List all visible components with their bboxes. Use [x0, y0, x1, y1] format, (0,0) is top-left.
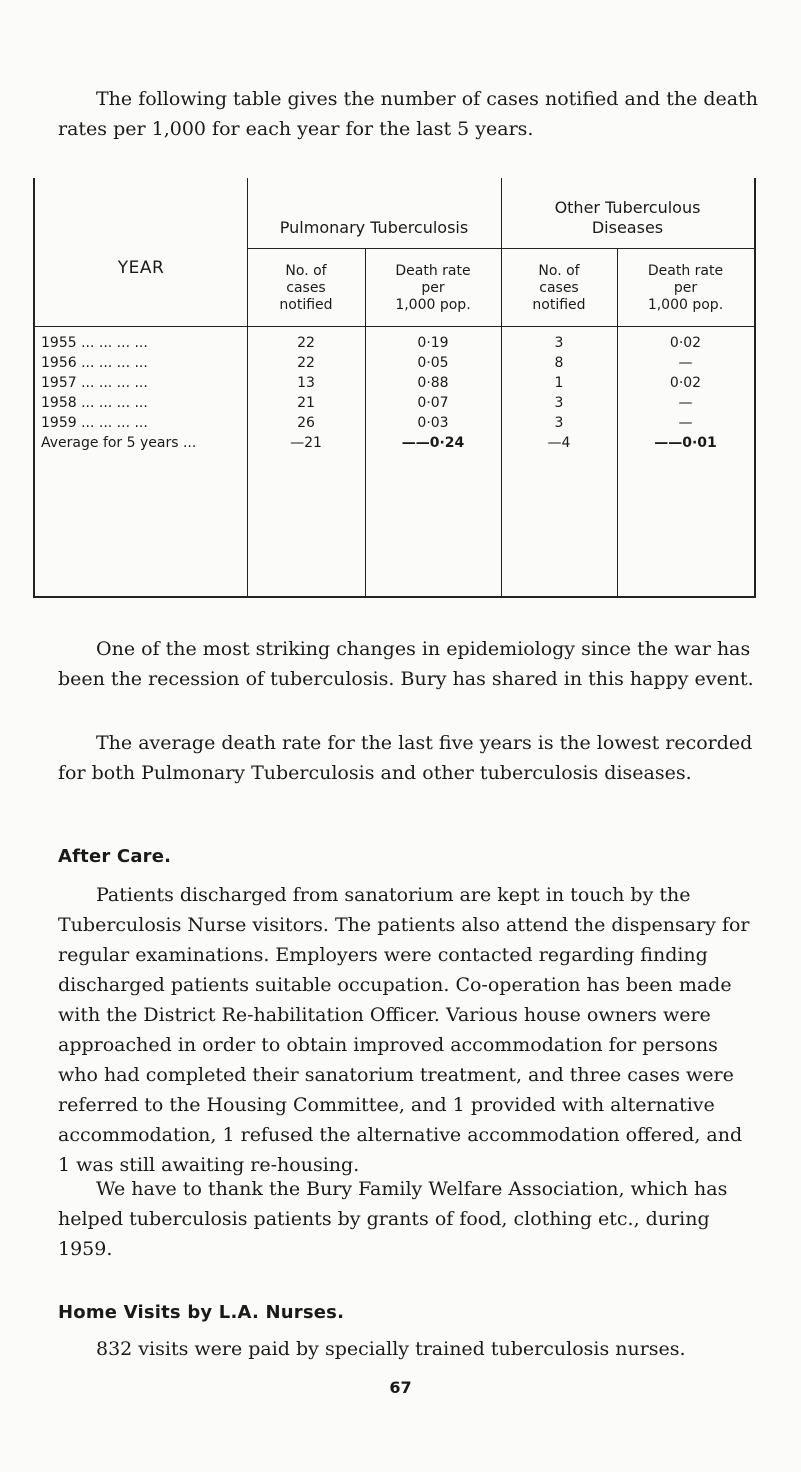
cell-p-rate: 0·03: [417, 415, 449, 431]
subhead-text: notified: [279, 297, 333, 313]
row-year: 1959 ... ... ... ...: [41, 415, 148, 431]
other-group-header-line1: Other Tuberculous: [554, 198, 701, 217]
cell-o-rate: ——0·01: [654, 435, 717, 451]
cell-o-cases: 3: [554, 415, 564, 431]
subhead-text: No. of: [285, 263, 327, 279]
paragraph-after-care: Patients discharged from sanatorium are kept in touch by the Tuberculosis Nurse visitors. The patients also attend the dispensary for regular examinations. Employers were contacted regarding finding discharged patients suitable occupation. Co-operation has been made with the District Re-habilitation Officer. Various house owners were approached in order to obtain improved accommodation for persons who had completed their sanatorium treatment, and three cases were referred to the Housing Committee, and 1 provided with alternative accommodation, 1 refused the alternative accommodation offered, and 1 was still awaiting re-housing.: [58, 884, 750, 1176]
row-year: 1956 ... ... ... ...: [41, 355, 148, 371]
subhead-text: No. of: [538, 263, 580, 279]
cell-p-rate: 0·05: [417, 355, 449, 371]
page-number: 67: [389, 1378, 412, 1397]
subhead-cases: [501, 263, 617, 314]
subhead-text: notified: [532, 297, 586, 313]
cell-p-cases: 22: [297, 355, 315, 371]
cell-p-cases: 13: [297, 375, 315, 391]
row-year: 1955 ... ... ... ...: [41, 335, 148, 351]
cell-o-cases: 1: [554, 375, 564, 391]
cell-p-cases: —21: [290, 435, 322, 451]
cell-p-cases: 22: [297, 335, 315, 351]
table-divider: [35, 326, 754, 327]
subhead-text: 1,000 pop.: [395, 297, 471, 313]
subhead-rate: [365, 263, 501, 314]
tuberculosis-table: [33, 178, 756, 598]
row-year: 1958 ... ... ... ...: [41, 395, 148, 411]
cell-p-cases: 26: [297, 415, 315, 431]
heading-after-care: After Care.: [58, 846, 172, 867]
pulmonary-group-header: Pulmonary Tuberculosis: [279, 218, 469, 237]
other-group-header-line2: Diseases: [591, 218, 664, 237]
subhead-text: cases: [539, 280, 579, 296]
paragraph-epidemiology: One of the most striking changes in epidemiology since the war has been the recession of tuberculosis. Bury has shared in this happy event.: [58, 638, 754, 690]
subhead-cases: [247, 263, 365, 314]
subhead-text: Death rate: [395, 263, 471, 279]
table-divider: [247, 248, 754, 249]
cell-o-rate: —: [678, 395, 693, 411]
row-year: Average for 5 years ...: [41, 435, 197, 451]
cell-p-rate: ——0·24: [401, 435, 465, 451]
cell-p-rate: 0·19: [417, 335, 449, 351]
paragraph-death-rate: The average death rate for the last five years is the lowest recorded for both Pulmonary Tuberculosis and other tuberculosis diseases.: [58, 732, 753, 784]
cell-o-rate: 0·02: [669, 335, 702, 351]
paragraph-home-visits: 832 visits were paid by specially trained tuberculosis nurses.: [96, 1338, 686, 1360]
cell-p-rate: 0·88: [417, 375, 449, 391]
cell-p-rate: 0·07: [417, 395, 449, 411]
row-year: 1957 ... ... ... ...: [41, 375, 148, 391]
subhead-text: per: [421, 280, 445, 296]
cell-o-rate: —: [678, 355, 693, 371]
subhead-rate: [617, 263, 754, 314]
paragraph-welfare: We have to thank the Bury Family Welfare Association, which has helped tuberculosis patients by grants of food, clothing etc., during 1959.: [58, 1178, 728, 1260]
cell-o-cases: 3: [554, 395, 564, 411]
cell-o-rate: 0·02: [669, 375, 702, 391]
cell-p-cases: 21: [297, 395, 315, 411]
subhead-text: 1,000 pop.: [647, 297, 724, 313]
cell-o-rate: —: [678, 415, 693, 431]
cell-o-cases: —4: [547, 435, 571, 451]
heading-home-visits: Home Visits by L.A. Nurses.: [58, 1302, 345, 1323]
subhead-text: per: [673, 280, 698, 296]
subhead-text: Death rate: [647, 263, 724, 279]
cell-o-cases: 8: [554, 355, 564, 371]
year-column-header: YEAR: [117, 258, 165, 278]
intro-paragraph: The following table gives the number of cases notified and the death rates per 1,000 for each year for the last 5 years.: [58, 88, 759, 140]
cell-o-cases: 3: [554, 335, 564, 351]
subhead-text: cases: [286, 280, 326, 296]
